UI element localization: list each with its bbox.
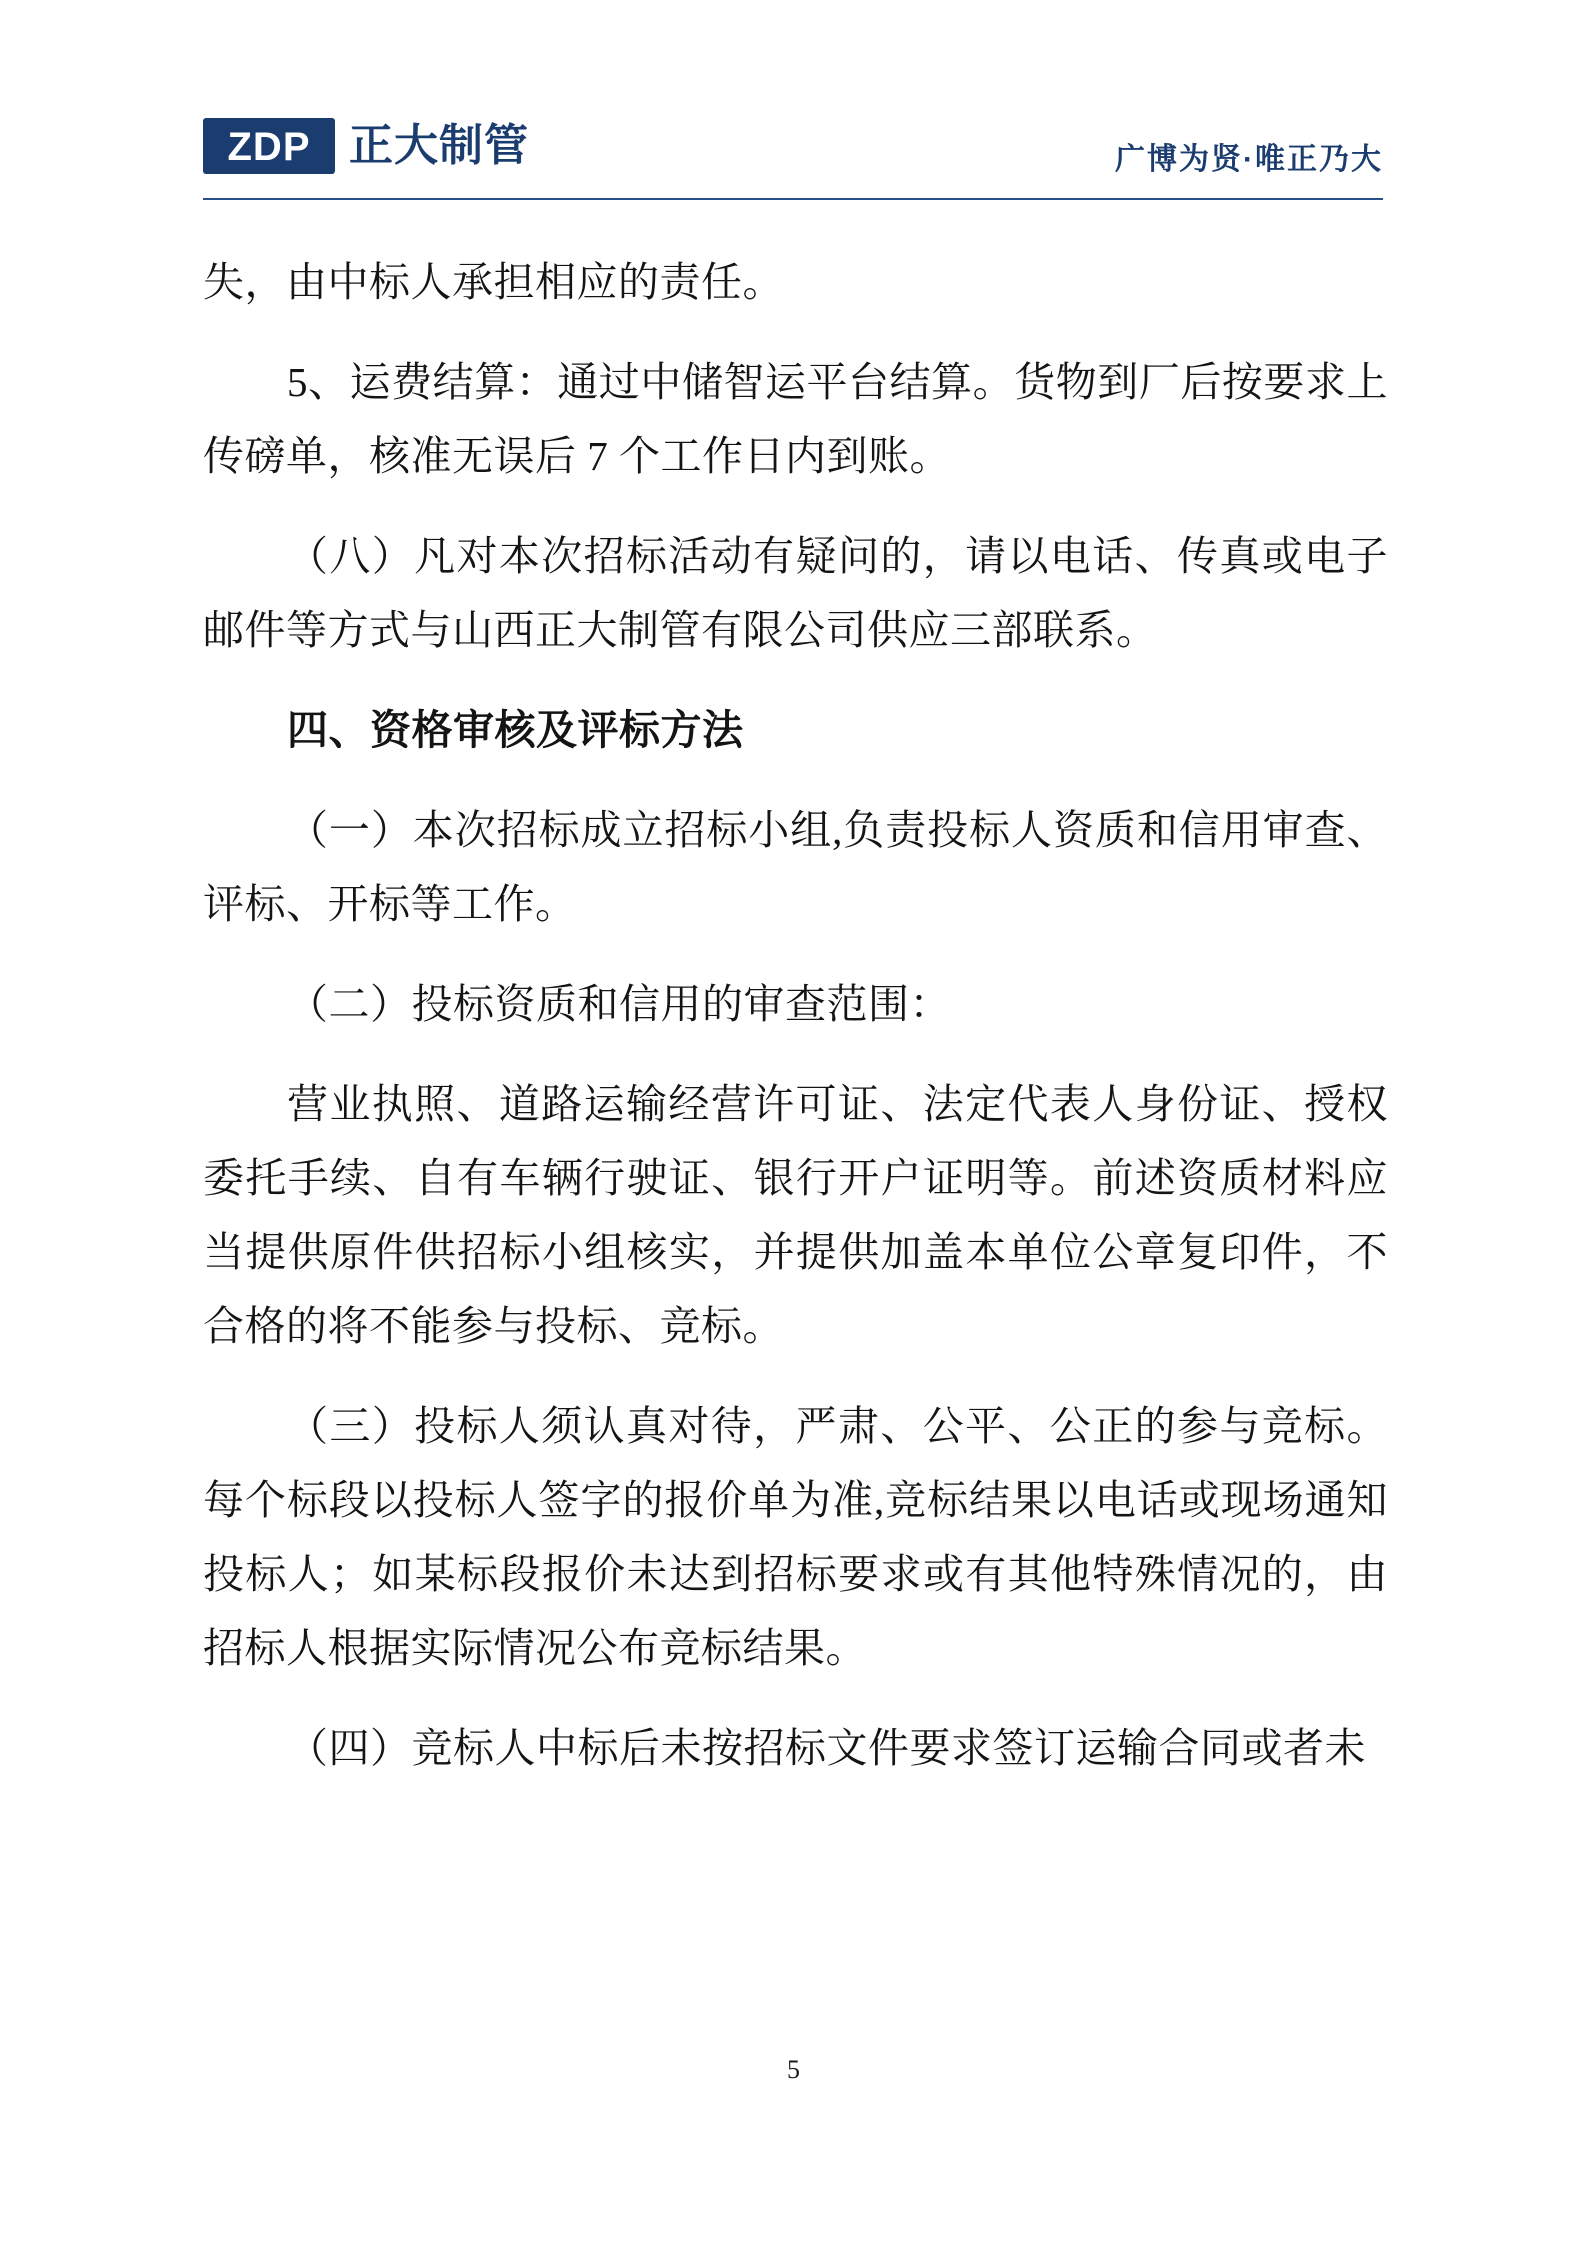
header-divider (203, 198, 1383, 200)
paragraph: （一）本次招标成立招标小组,负责投标人资质和信用审查、评标、开标等工作。 (203, 807, 1388, 927)
paragraph: 营业执照、道路运输经营许可证、法定代表人身份证、授权委托手续、自有车辆行驶证、银行开户证明等。前述资质材料应当提供原件供招标小组核实，并提供加盖本单位公章复印件，不合格的将不能参与投标、竞标。 (203, 1081, 1388, 1349)
paragraph: 5、运费结算：通过中储智运平台结算。货物到厂后按要求上传磅单，核准无误后 7 个工作日内到账。 (203, 359, 1388, 479)
company-name: 正大制管 (349, 121, 529, 170)
page-number: 5 (787, 2055, 800, 2084)
paragraph: （四）竞标人中标后未按招标文件要求签订运输合同或者未 (287, 1725, 1366, 1771)
paragraph: （八）凡对本次招标活动有疑问的，请以电话、传真或电子邮件等方式与山西正大制管有限公司供应三部联系。 (203, 533, 1388, 653)
company-logo (203, 118, 529, 174)
zdp-logo-icon (203, 118, 335, 174)
page-header (203, 112, 1383, 198)
paragraph: （二）投标资质和信用的审查范围： (287, 981, 951, 1027)
company-slogan: 广博为贤·唯正乃大 (1115, 143, 1383, 176)
svg-text:ZDP: ZDP (227, 125, 311, 169)
document-body (203, 245, 1388, 1785)
paragraph: （三）投标人须认真对待，严肃、公平、公正的参与竞标。每个标段以投标人签字的报价单为准,竞标结果以电话或现场通知投标人；如某标段报价未达到招标要求或有其他特殊情况的，由招标人根据实际情况公布竞标结果。 (203, 1403, 1388, 1671)
section-heading: 四、资格审核及评标方法 (287, 707, 744, 753)
paragraph: 失，由中标人承担相应的责任。 (203, 259, 784, 305)
